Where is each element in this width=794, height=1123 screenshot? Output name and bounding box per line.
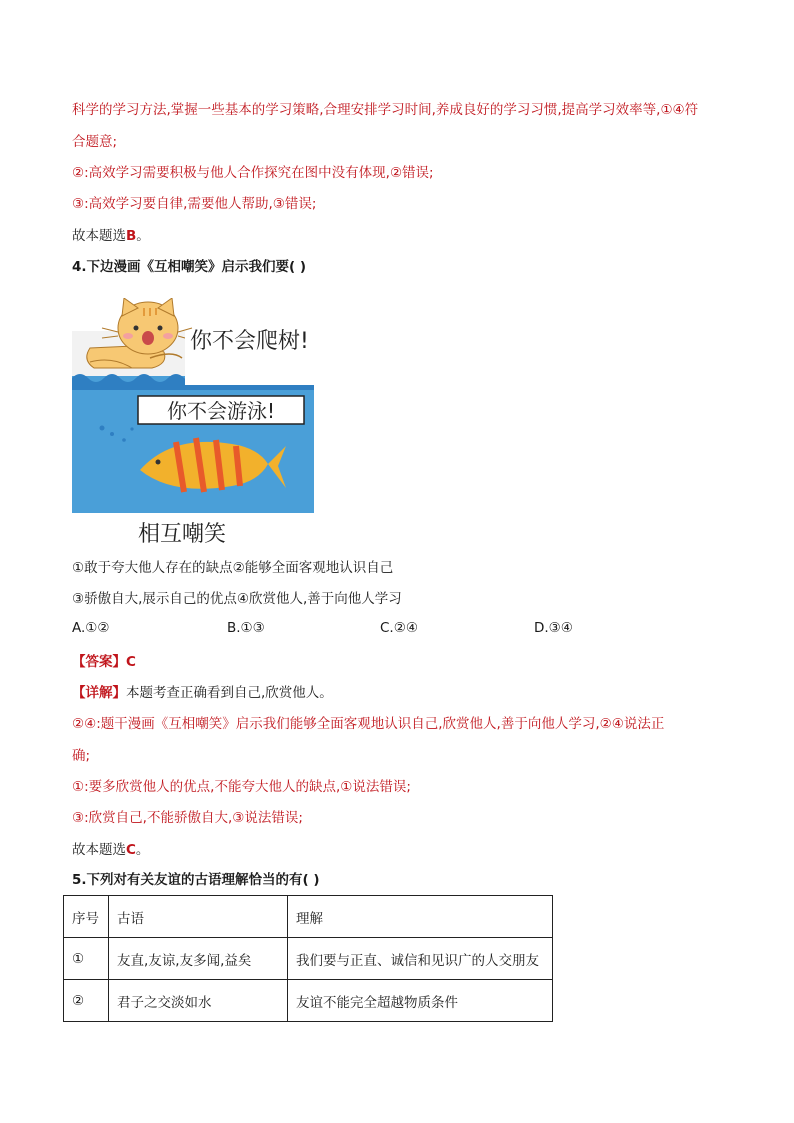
- q3-conclusion-suffix: 。: [136, 228, 150, 244]
- table-cell: 友谊不能完全超越物质条件: [288, 980, 553, 1022]
- option-c: C.②④: [380, 620, 418, 636]
- table-cell: ②: [64, 980, 109, 1022]
- q3-explanation-line-2: 合题意;: [72, 134, 118, 150]
- fish-speech-text: 你不会游泳!: [166, 399, 276, 423]
- q4-statements-line-2: ③骄傲自大,展示自己的优点④欣赏他人,善于向他人学习: [72, 591, 402, 607]
- q4-explanation-line-2: 确;: [72, 748, 91, 764]
- q4-stem: 4.下边漫画《互相嘲笑》启示我们要( ): [72, 259, 307, 275]
- q4-explanation-line-1: ②④:题干漫画《互相嘲笑》启示我们能够全面客观地认识自己,欣赏他人,善于向他人学习,②④说法正: [72, 716, 665, 732]
- q4-options: [72, 620, 632, 640]
- table-cell: ①: [64, 938, 109, 980]
- q4-detail-label: 【详解】: [72, 685, 126, 701]
- option-b: B.①③: [227, 620, 265, 636]
- table-row: [64, 938, 553, 980]
- table-cell: 友直,友谅,友多闻,益矣: [109, 938, 288, 980]
- option-d: D.③④: [534, 620, 573, 636]
- q3-conclusion: [72, 226, 150, 246]
- q5-stem: 5.下列对有关友谊的古语理解恰当的有( ): [72, 872, 320, 888]
- q3-explanation-line-1: 科学的学习方法,掌握一些基本的学习策略,合理安排学习时间,养成良好的学习习惯,提高学习效率等,①④符: [72, 102, 699, 118]
- q4-explanation-line-4: ③:欣赏自己,不能骄傲自大,③说法错误;: [72, 810, 303, 826]
- q4-detail: [72, 683, 333, 703]
- q4-conclusion: [72, 840, 149, 860]
- table-header-row: [64, 896, 553, 938]
- q4-conclusion-prefix: 故本题选: [72, 842, 126, 858]
- table-header-cell: 古语: [109, 896, 288, 938]
- q4-answer: 【答案】C: [72, 654, 136, 670]
- q4-statements-line-1: ①敢于夸大他人存在的缺点②能够全面客观地认识自己: [72, 560, 394, 576]
- q4-conclusion-answer: C: [126, 842, 136, 858]
- table-cell: 我们要与正直、诚信和见识广的人交朋友: [288, 938, 553, 980]
- comic-caption: 相互嘲笑: [137, 522, 227, 546]
- q3-conclusion-answer: B: [126, 228, 137, 244]
- q3-conclusion-prefix: 故本题选: [72, 228, 126, 244]
- table-row: [64, 980, 553, 1022]
- q3-explanation-line-4: ③:高效学习要自律,需要他人帮助,③错误;: [72, 196, 317, 212]
- q4-explanation-line-3: ①:要多欣赏他人的优点,不能夸大他人的缺点,①说法错误;: [72, 779, 411, 795]
- table-cell: 君子之交淡如水: [109, 980, 288, 1022]
- cat-speech-text: 你不会爬树!: [190, 329, 309, 354]
- comic-image: [72, 298, 314, 546]
- q4-conclusion-suffix: 。: [135, 842, 150, 858]
- q3-explanation-line-3: ②:高效学习需要积极与他人合作探究在图中没有体现,②错误;: [72, 165, 434, 181]
- option-a: A.①②: [72, 620, 110, 636]
- q5-table: [63, 895, 553, 1022]
- table-header-cell: 序号: [64, 896, 109, 938]
- q4-detail-text: 本题考查正确看到自己,欣赏他人。: [126, 685, 333, 701]
- table-header-cell: 理解: [288, 896, 553, 938]
